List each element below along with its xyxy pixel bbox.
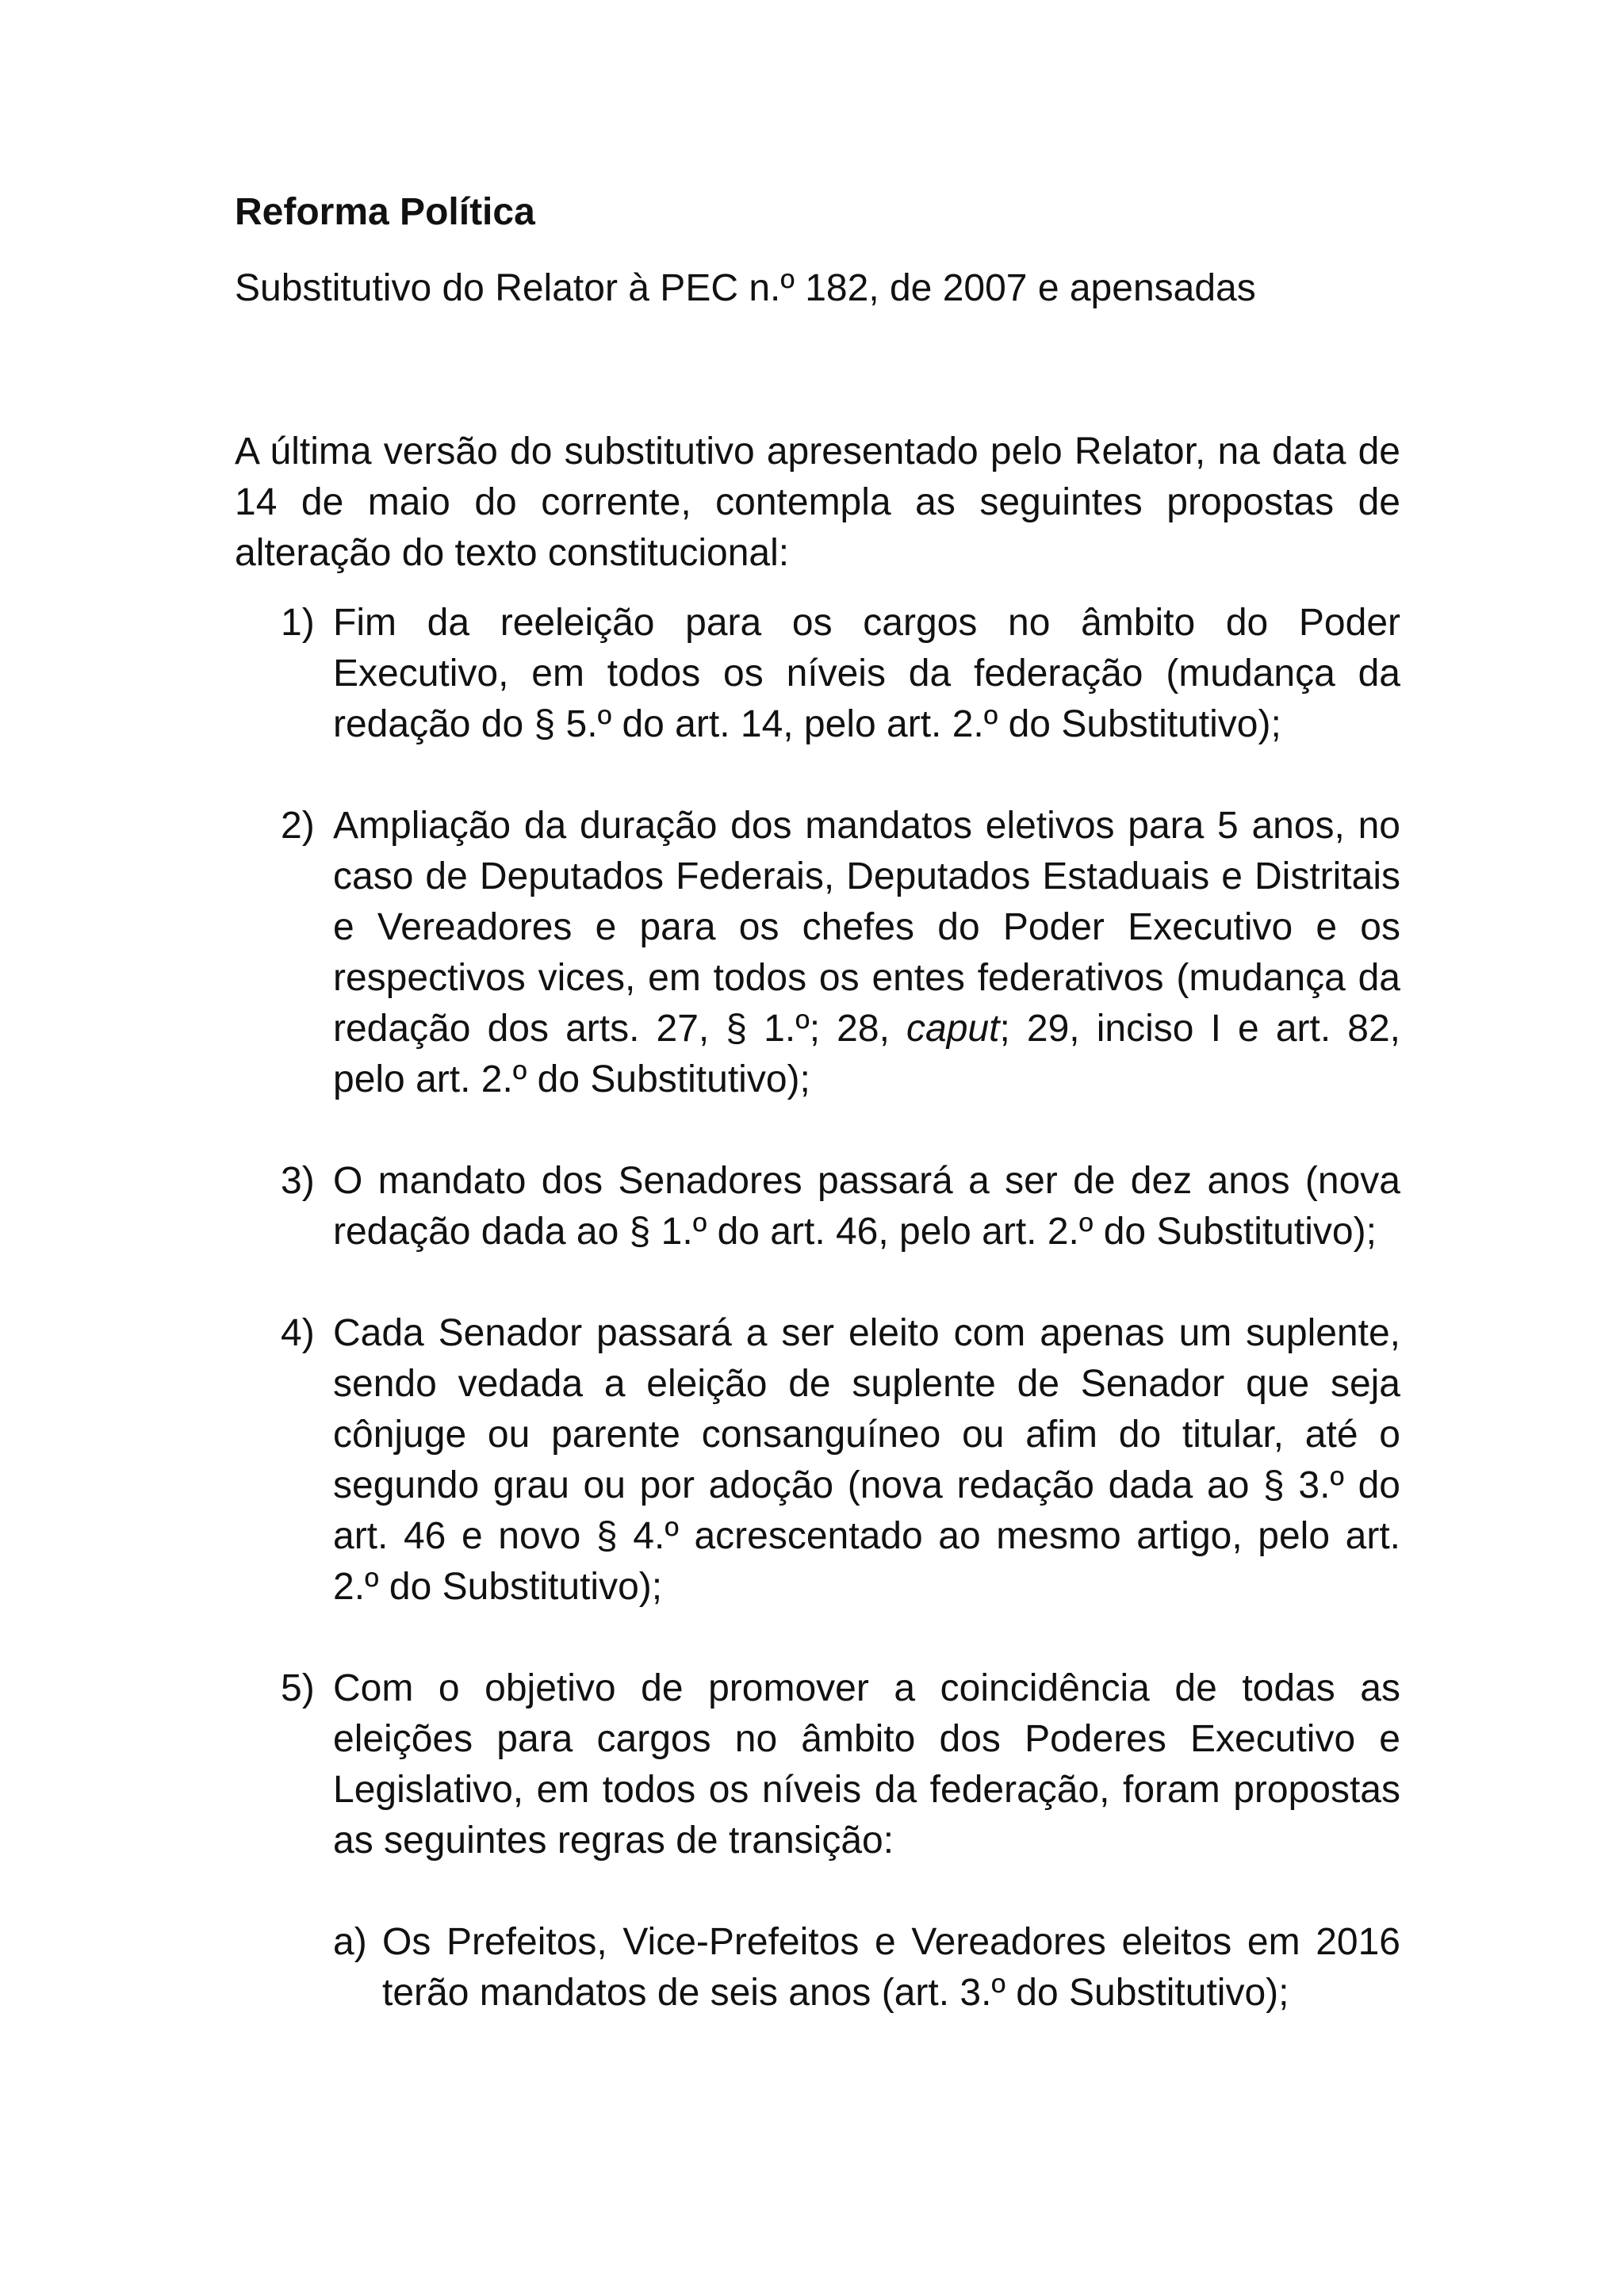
list-item bbox=[235, 598, 1400, 750]
list-item-text: O mandato dos Senadores passará a ser de dez anos (nova redação dada ao § 1.º do art. 46, pelo art. 2.º do Substitutivo); bbox=[333, 1160, 1400, 1253]
sub-list-item-text: Os Prefeitos, Vice-Prefeitos e Vereadores eleitos em 2016 terão mandatos de seis anos (art. 3.º do Substitutivo); bbox=[382, 1921, 1400, 2014]
list-item-text-after: ; 29, inciso I e art. 82, pelo art. 2.º do Substitutivo); bbox=[333, 1008, 1401, 1100]
list-item-text: Com o objetivo de promover a coincidência de todas as eleições para cargos no âmbito dos Poderes Executivo e Legislativo, em todos os níveis da federação, foram propostas as seguintes regras de transição: bbox=[333, 1667, 1400, 1862]
sub-list-item bbox=[333, 1917, 1400, 2019]
intro-paragraph: A última versão do substitutivo apresentado pelo Relator, na data de 14 de maio do corrente, contempla as seguintes propostas de alteração do texto constitucional: bbox=[235, 430, 1400, 574]
list-item-marker: 4) bbox=[281, 1312, 315, 1354]
sub-list-item-marker: a) bbox=[333, 1921, 367, 1963]
list-item-text-before: Ampliação da duração dos mandatos eletivos para 5 anos, no caso de Deputados Federais, Deputados Estaduais e Distritais e Vereadores e para os chefes do Poder Executivo e os respectivos vices, em todos os entes federativos (mudança da redação dos arts. 27, § 1.º; 28, bbox=[333, 805, 1400, 1050]
document-title: Reforma Política bbox=[235, 191, 535, 233]
list-item-marker: 2) bbox=[281, 805, 315, 847]
document-page bbox=[235, 187, 1400, 2019]
list-item-text: Cada Senador passará a ser eleito com apenas um suplente, sendo vedada a eleição de suplente de Senador que seja cônjuge ou parente consanguíneo ou afim do titular, até o segundo grau ou por adoção (nova redação dada ao § 3.º do art. 46 e novo § 4.º acrescentado ao mesmo artigo, pelo art. 2.º do Substitutivo); bbox=[333, 1312, 1400, 1608]
list-item-text: Fim da reeleição para os cargos no âmbito do Poder Executivo, em todos os níveis da federação (mudança da redação do § 5.º do art. 14, pelo art. 2.º do Substitutivo); bbox=[333, 602, 1400, 745]
proposals-list bbox=[235, 598, 1400, 2019]
list-item bbox=[235, 1663, 1400, 2019]
list-item-marker: 3) bbox=[281, 1160, 315, 1202]
transition-rules-list bbox=[333, 1917, 1400, 2019]
list-item bbox=[235, 1156, 1400, 1257]
document-subtitle: Substitutivo do Relator à PEC n.º 182, de 2007 e apensadas bbox=[235, 267, 1256, 309]
list-item-text bbox=[333, 805, 1400, 1100]
list-item bbox=[235, 1308, 1400, 1613]
list-item-marker: 5) bbox=[281, 1667, 315, 1709]
list-item-marker: 1) bbox=[281, 602, 315, 644]
list-item-text-italic: caput bbox=[906, 1008, 1000, 1050]
list-item bbox=[235, 801, 1400, 1105]
